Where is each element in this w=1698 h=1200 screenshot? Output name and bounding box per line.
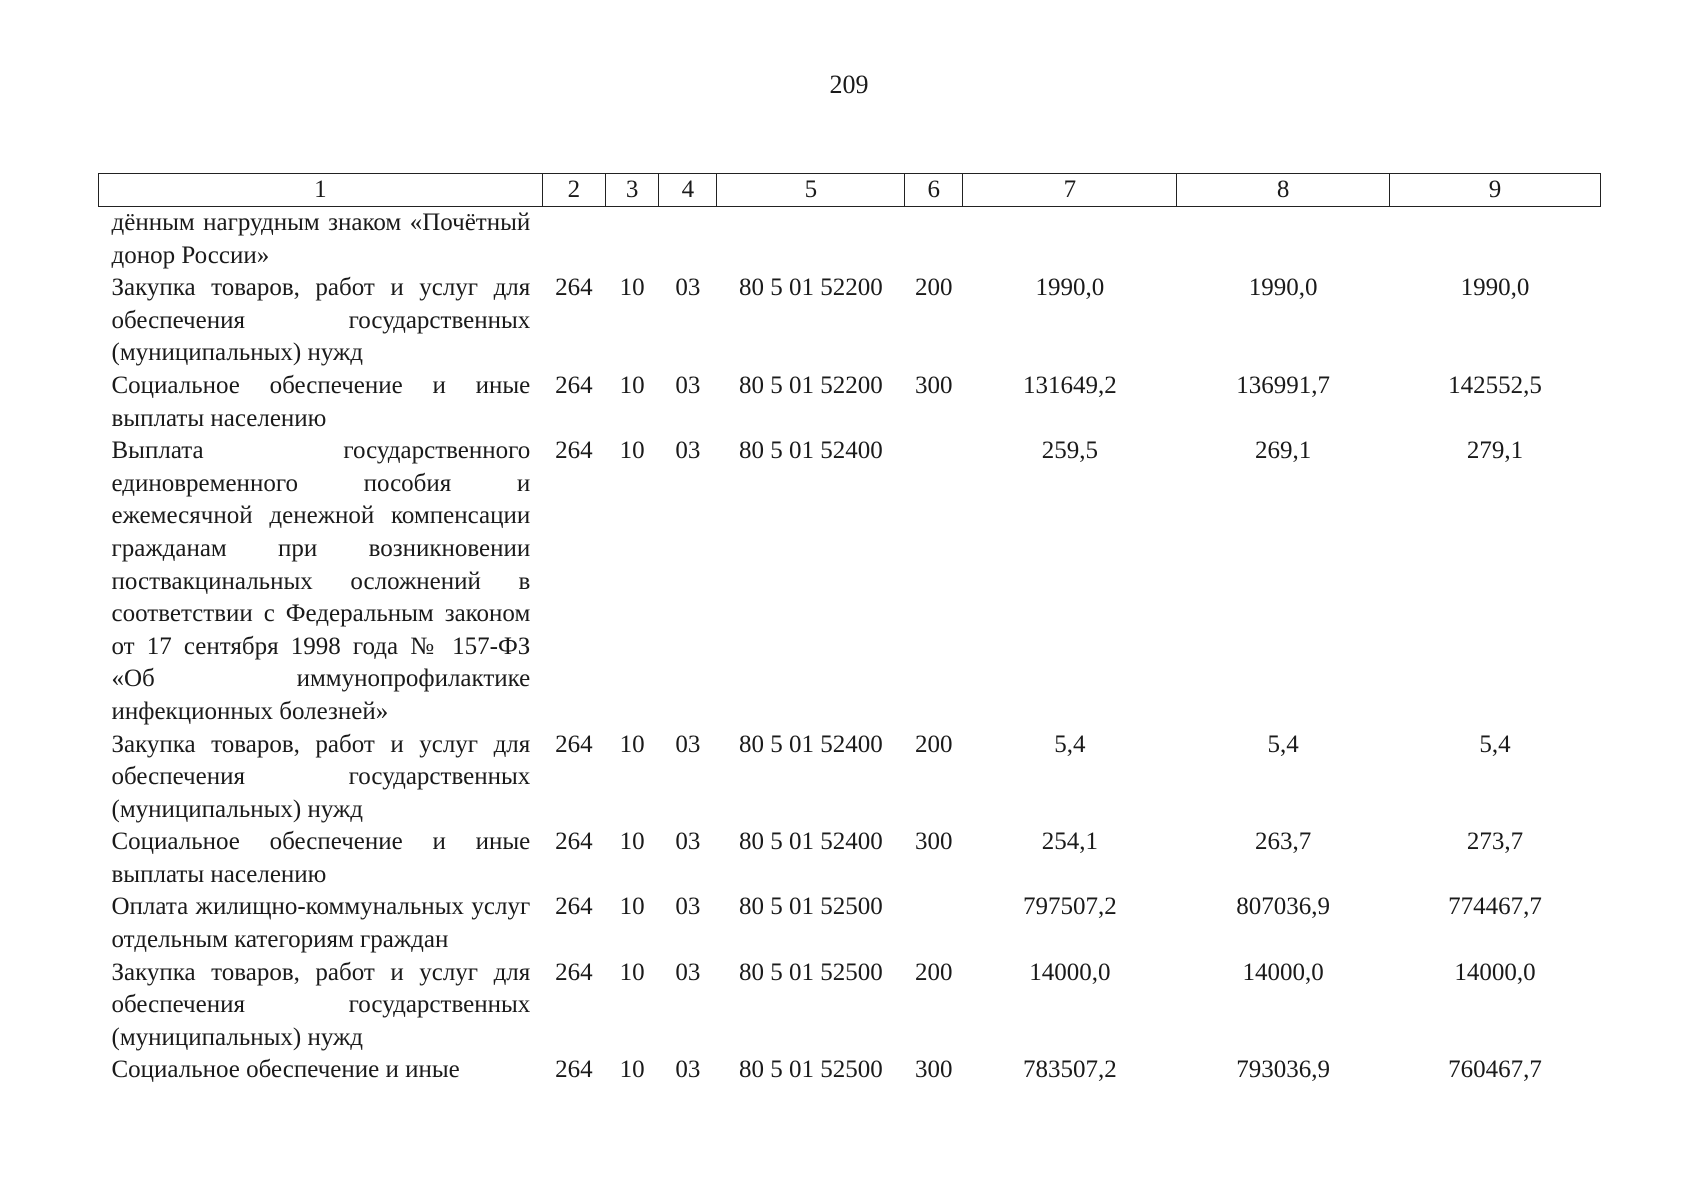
- cell-expense-type: [905, 891, 963, 956]
- cell-amount-year-1: 254,1: [1041, 828, 1098, 856]
- cell-subsection: 03: [675, 437, 701, 465]
- cell-department: 264: [555, 828, 593, 856]
- row-description: Социальное обеспечение и иные: [111, 1056, 460, 1084]
- cell-target-article: 80 5 01 52400: [738, 828, 883, 856]
- table-header: [99, 174, 1601, 207]
- column-header: 7: [963, 174, 1177, 207]
- cell-amount-year-2: 5,4: [1267, 730, 1299, 758]
- row-description: Социальное обеспечение и иные выплаты населению: [111, 371, 531, 432]
- column-number-row: [99, 174, 1601, 207]
- cell-section: 10: [619, 437, 645, 465]
- cell-subsection: 03: [675, 274, 701, 302]
- cell-expense-type: 200: [915, 958, 953, 986]
- cell-department: 264: [555, 371, 593, 399]
- cell-department: 264: [555, 1056, 593, 1084]
- cell-subsection: 03: [675, 730, 701, 758]
- cell-subsection: [659, 207, 717, 273]
- table-row: [99, 435, 1601, 728]
- column-header: 1: [99, 174, 543, 207]
- cell-subsection: 03: [675, 1056, 701, 1084]
- cell-amount-year-1: 1990,0: [1035, 274, 1105, 302]
- column-header: 4: [659, 174, 717, 207]
- cell-section: 10: [619, 1056, 645, 1084]
- cell-department: [542, 207, 605, 273]
- row-description: Социальное обеспечение и иные выплаты населению: [111, 828, 531, 888]
- table-row: [99, 957, 1601, 1055]
- cell-department: 264: [555, 437, 593, 465]
- cell-expense-type: 300: [915, 828, 953, 856]
- cell-amount-year-3: 142552,5: [1448, 371, 1542, 399]
- cell-department: 264: [555, 274, 593, 302]
- row-description: Закупка товаров, работ и услуг для обеспечения государственных (муниципальных) нужд: [111, 274, 531, 367]
- cell-amount-year-3: 760467,7: [1448, 1056, 1542, 1084]
- cell-amount-year-2: 136991,7: [1236, 371, 1331, 399]
- cell-amount-year-3: 14000,0: [1454, 958, 1536, 986]
- column-header: 8: [1177, 174, 1390, 207]
- table-body: [99, 207, 1601, 1088]
- cell-expense-type: 300: [915, 1056, 953, 1084]
- cell-amount-year-2: 263,7: [1255, 828, 1312, 856]
- cell-amount-year-2: 807036,9: [1236, 893, 1331, 921]
- row-description: дённым нагрудным знаком «Почётный донор России»: [111, 209, 531, 269]
- column-header: 2: [542, 174, 605, 207]
- cell-expense-type: 300: [915, 371, 953, 399]
- cell-section: 10: [619, 893, 645, 921]
- cell-subsection: 03: [675, 893, 701, 921]
- cell-amount-year-3: [1390, 207, 1601, 273]
- cell-amount-year-1: 5,4: [1054, 730, 1086, 758]
- cell-section: 10: [619, 730, 645, 758]
- cell-amount-year-3: 273,7: [1466, 828, 1524, 856]
- cell-amount-year-1: 131649,2: [1022, 371, 1117, 399]
- cell-section: [606, 207, 659, 273]
- cell-amount-year-2: [1177, 207, 1390, 273]
- cell-target-article: 80 5 01 52200: [738, 274, 883, 302]
- cell-subsection: 03: [675, 958, 701, 986]
- cell-target-article: 80 5 01 52400: [738, 437, 883, 465]
- cell-target-article: [717, 207, 905, 273]
- cell-subsection: 03: [675, 371, 701, 399]
- cell-target-article: 80 5 01 52500: [738, 958, 883, 986]
- cell-amount-year-3: 279,1: [1466, 437, 1524, 465]
- row-description: Выплата государственного единовременного пособия и ежемесячной денежной компенсации гражданам при возникновении поствакцинальных осложнений в соответствии с Федеральным законом от 17 сентября 1998 года № 157-ФЗ «Об иммунопрофилактике инфекционных болезней»: [111, 437, 531, 725]
- column-header: 6: [905, 174, 963, 207]
- cell-amount-year-1: 14000,0: [1029, 958, 1111, 986]
- table-row: [99, 370, 1601, 435]
- cell-amount-year-1: 783507,2: [1022, 1056, 1117, 1084]
- table-row: [99, 729, 1601, 827]
- cell-amount-year-2: 793036,9: [1236, 1056, 1331, 1084]
- table-row: [99, 826, 1601, 891]
- cell-section: 10: [619, 371, 645, 399]
- column-header: 3: [606, 174, 659, 207]
- cell-target-article: 80 5 01 52200: [738, 371, 883, 399]
- row-description: Закупка товаров, работ и услуг для обеспечения государственных (муниципальных) нужд: [111, 958, 531, 1051]
- cell-expense-type: 200: [915, 730, 953, 758]
- cell-expense-type: 200: [915, 274, 953, 302]
- cell-amount-year-2: 14000,0: [1242, 958, 1324, 986]
- cell-section: 10: [619, 958, 645, 986]
- cell-amount-year-3: 1990,0: [1460, 274, 1530, 302]
- page-number: 209: [829, 70, 869, 99]
- cell-department: 264: [555, 958, 593, 986]
- column-header: 9: [1390, 174, 1601, 207]
- budget-table: [98, 173, 1601, 1087]
- cell-amount-year-3: 774467,7: [1448, 893, 1542, 921]
- cell-section: 10: [619, 828, 645, 856]
- cell-target-article: 80 5 01 52400: [738, 730, 883, 758]
- row-description: Оплата жилищно-коммунальных услуг отдельным категориям граждан: [111, 893, 531, 954]
- cell-amount-year-2: 269,1: [1255, 437, 1312, 465]
- cell-section: 10: [619, 274, 645, 302]
- cell-expense-type: [905, 207, 963, 273]
- column-header: 5: [717, 174, 905, 207]
- cell-amount-year-3: 5,4: [1479, 730, 1511, 758]
- cell-amount-year-1: [963, 207, 1177, 273]
- cell-target-article: 80 5 01 52500: [738, 1056, 883, 1084]
- cell-expense-type: [905, 435, 963, 728]
- row-description: Закупка товаров, работ и услуг для обеспечения государственных (муниципальных) нужд: [111, 730, 531, 823]
- cell-amount-year-1: 259,5: [1041, 437, 1098, 465]
- cell-amount-year-1: 797507,2: [1022, 893, 1117, 921]
- cell-subsection: 03: [675, 828, 701, 856]
- table-row: [99, 207, 1601, 273]
- cell-target-article: 80 5 01 52500: [738, 893, 883, 921]
- cell-department: 264: [555, 730, 593, 758]
- cell-amount-year-2: 1990,0: [1248, 274, 1318, 302]
- table-row: [99, 1054, 1601, 1087]
- table-row: [99, 272, 1601, 370]
- table-row: [99, 891, 1601, 956]
- cell-department: 264: [555, 893, 593, 921]
